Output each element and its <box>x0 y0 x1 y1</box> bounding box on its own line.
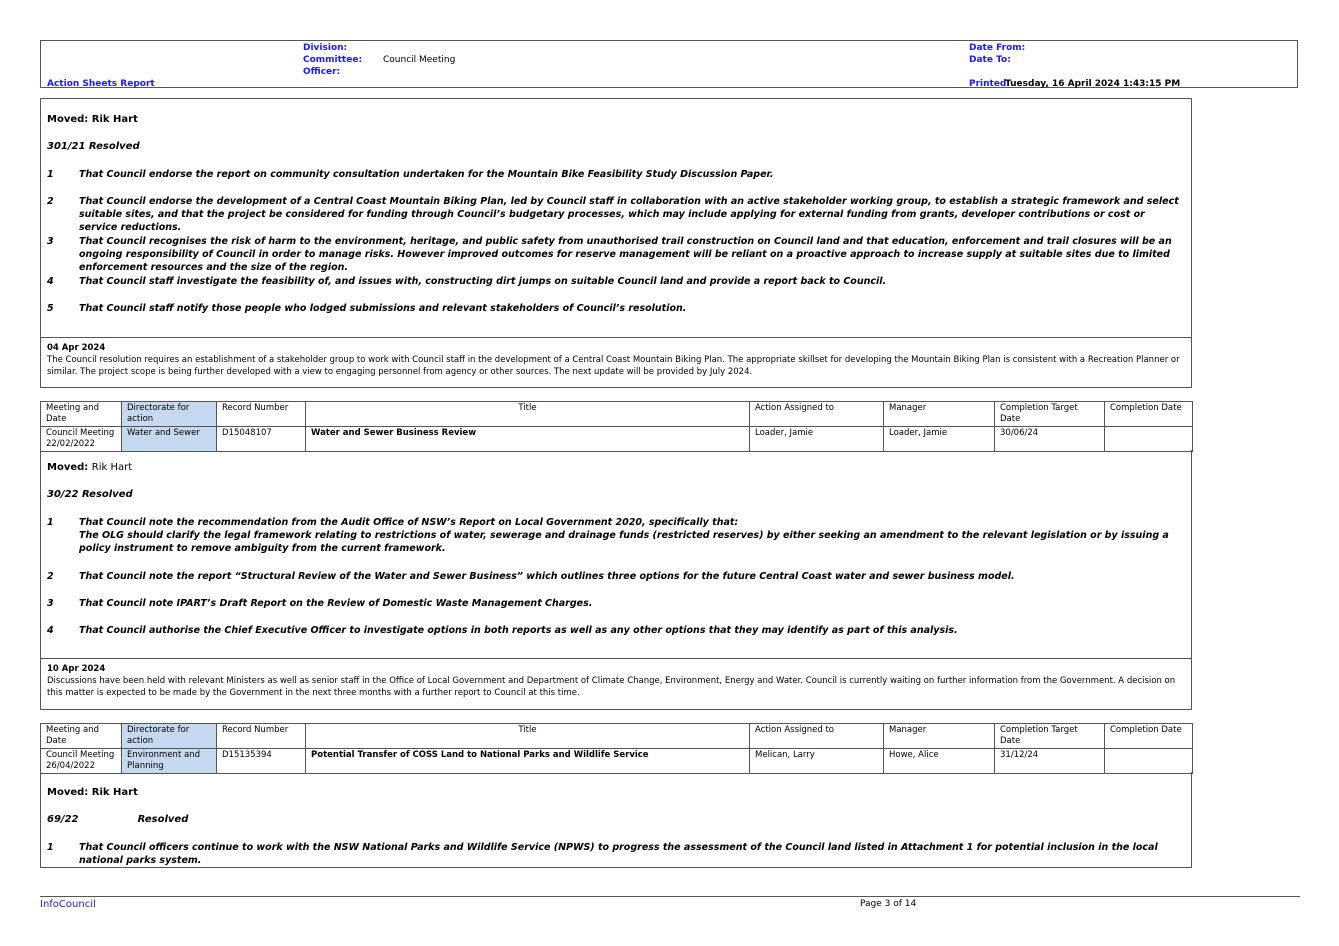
moved-name: Rik Hart <box>91 114 138 125</box>
col-assigned: Action Assigned to <box>750 724 884 749</box>
item-number: 2 <box>47 571 54 582</box>
record-cell: D15048107 <box>217 427 306 452</box>
resolution-item <box>47 516 1183 529</box>
table-row <box>41 427 1193 452</box>
committee-label: Committee: <box>303 55 363 65</box>
item-number: 2 <box>47 196 54 207</box>
col-completion: Completion Date <box>1105 402 1193 427</box>
table-header-row <box>41 402 1193 427</box>
note-date: 10 Apr 2024 <box>47 664 106 674</box>
item-text: That Council note the report “Structural Review of the Water and Sewer Business” which outlines three options for the future Central Coast water and sewer business model. <box>79 571 1015 582</box>
item-text: That Council officers continue to work with the NSW National Parks and Wildlife Service (NPWS) to progress the assessment of the Council land listed in Attachment 1 for potential inclusion in the local national parks system. <box>79 842 1158 866</box>
resolution-item <box>47 841 1183 867</box>
item-number: 5 <box>47 303 54 314</box>
col-meeting: Meeting and Date <box>41 402 122 427</box>
resolution-item <box>47 168 1183 181</box>
report-title: Action Sheets Report <box>47 79 155 89</box>
table-row <box>41 749 1193 774</box>
footer-divider <box>40 896 1300 897</box>
report-header <box>40 40 1298 88</box>
action-meta-table <box>40 401 1193 452</box>
completion-cell <box>1105 749 1193 774</box>
page-number: Page 3 of 14 <box>860 899 917 909</box>
resolution-number: 30/22 Resolved <box>47 489 133 500</box>
item-number: 1 <box>47 517 54 528</box>
moved-label: Moved: <box>47 787 89 798</box>
resolution-item <box>47 275 1183 288</box>
moved-label: Moved: <box>47 462 89 473</box>
col-assigned: Action Assigned to <box>750 402 884 427</box>
meeting-cell: Council Meeting 26/04/2022 <box>41 749 122 774</box>
col-title: Title <box>306 724 750 749</box>
col-directorate: Directorate for action <box>122 724 217 749</box>
col-record: Record Number <box>217 724 306 749</box>
moved-line <box>47 114 138 125</box>
col-record: Record Number <box>217 402 306 427</box>
action-meta-table <box>40 723 1193 774</box>
progress-note <box>41 658 1191 703</box>
manager-cell: Loader, Jamie <box>884 427 995 452</box>
date-from-label: Date From: <box>969 43 1026 53</box>
col-completion: Completion Date <box>1105 724 1193 749</box>
action-section-1 <box>40 98 1192 388</box>
printed-value: Tuesday, 16 April 2024 1:43:15 PM <box>1005 79 1181 89</box>
col-target: Completion Target Date <box>995 402 1105 427</box>
assigned-cell: Melican, Larry <box>750 749 884 774</box>
note-date: 04 Apr 2024 <box>47 343 106 353</box>
moved-line <box>47 462 132 473</box>
table-header-row <box>41 724 1193 749</box>
item-number: 1 <box>47 842 54 853</box>
action-section-3 <box>40 772 1192 868</box>
item-text: The OLG should clarify the legal framework relating to restrictions of water, sewerage and drainage funds (restricted reserves) by either seeking an amendment to the relevant legislation or by issuing a policy instrument to remove ambiguity from the current framework. <box>79 530 1169 554</box>
note-text: Discussions have been held with relevant Ministers as well as senior staff in the Office of Local Government and Department of Climate Change, Environment, Energy and Water. Council is currently waiting on further information from the Government. A decision on this matter is expected to be made by the Government in the next three months with a further report to Council at this time. <box>47 676 1176 698</box>
committee-value: Council Meeting <box>383 55 456 65</box>
resolution-item <box>47 597 1183 610</box>
moved-label: Moved: <box>47 114 89 125</box>
directorate-cell: Water and Sewer <box>122 427 217 452</box>
item-number: 4 <box>47 625 54 636</box>
assigned-cell: Loader, Jamie <box>750 427 884 452</box>
item-text: That Council endorse the development of a Central Coast Mountain Biking Plan, led by Council staff in collaboration with an active stakeholder working group, to establish a strategic framework and select suitable sites, and that the project be considered for funding through Council’s budgetary processes, which may include applying for external funding from grants, developer contributions or cost or service reductions. <box>79 196 1179 233</box>
division-label: Division: <box>303 43 348 53</box>
item-number: 3 <box>47 236 54 247</box>
col-directorate: Directorate for action <box>122 402 217 427</box>
resolution-number: 301/21 Resolved <box>47 141 140 152</box>
resolution-item <box>47 235 1183 274</box>
item-text: That Council note the recommendation from the Audit Office of NSW’s Report on Local Government 2020, specifically that: <box>79 517 739 528</box>
moved-name: Rik Hart <box>91 462 133 473</box>
resolution-item <box>47 529 1183 555</box>
footer-brand: InfoCouncil <box>40 899 96 910</box>
item-text: That Council recognises the risk of harm to the environment, heritage, and public safety from unauthorised trail construction on Council land and that education, enforcement and trail closures will be an ongoing responsibility of Council in order to manage risks. However improved outcomes for reserve management will be reliant on a proactive approach to increase supply at suitable sites due to limited enforcement resources and the size of the region. <box>79 236 1172 273</box>
moved-line <box>47 787 138 798</box>
col-manager: Manager <box>884 724 995 749</box>
col-manager: Manager <box>884 402 995 427</box>
item-text: That Council authorise the Chief Executive Officer to investigate options in both reports as well as any other options that they may identify as part of this analysis. <box>79 625 958 636</box>
item-text: That Council staff investigate the feasibility of, and issues with, constructing dirt jumps on suitable Council land and provide a report back to Council. <box>79 276 887 287</box>
moved-name: Rik Hart <box>91 787 138 798</box>
resolution-item <box>47 624 1183 637</box>
item-text: That Council endorse the report on community consultation undertaken for the Mountain Bike Feasibility Study Discussion Paper. <box>79 169 774 180</box>
title-cell: Water and Sewer Business Review <box>306 427 750 452</box>
title-cell: Potential Transfer of COSS Land to National Parks and Wildlife Service <box>306 749 750 774</box>
officer-label: Officer: <box>303 67 341 77</box>
record-cell: D15135394 <box>217 749 306 774</box>
item-text: That Council note IPART’s Draft Report on the Review of Domestic Waste Management Charges. <box>79 598 593 609</box>
col-target: Completion Target Date <box>995 724 1105 749</box>
col-title: Title <box>306 402 750 427</box>
item-number: 4 <box>47 276 54 287</box>
item-text: That Council staff notify those people who lodged submissions and relevant stakeholders of Council’s resolution. <box>79 303 687 314</box>
item-number: 1 <box>47 169 54 180</box>
printed-label: Printed: <box>969 79 1010 89</box>
col-meeting: Meeting and Date <box>41 724 122 749</box>
meeting-cell: Council Meeting 22/02/2022 <box>41 427 122 452</box>
manager-cell: Howe, Alice <box>884 749 995 774</box>
note-text: The Council resolution requires an establishment of a stakeholder group to work with Council staff in the development of a Central Coast Mountain Biking Plan. The appropriate skillset for developing the Mountain Biking Plan is consistent with a Recreation Planner or similar. The project scope is being further developed with a view to engaging personnel from agency or other sources. The next update will be provided by July 2024. <box>47 355 1180 377</box>
resolution-item <box>47 570 1183 583</box>
completion-cell <box>1105 427 1193 452</box>
item-number: 3 <box>47 598 54 609</box>
resolution-item <box>47 302 1183 315</box>
directorate-cell: Environment and Planning <box>122 749 217 774</box>
resolution-number: 69/22 Resolved <box>47 814 189 825</box>
target-cell: 30/06/24 <box>995 427 1105 452</box>
date-to-label: Date To: <box>969 55 1011 65</box>
progress-note <box>41 337 1191 382</box>
resolution-item <box>47 195 1183 234</box>
target-cell: 31/12/24 <box>995 749 1105 774</box>
action-section-2 <box>40 450 1192 710</box>
